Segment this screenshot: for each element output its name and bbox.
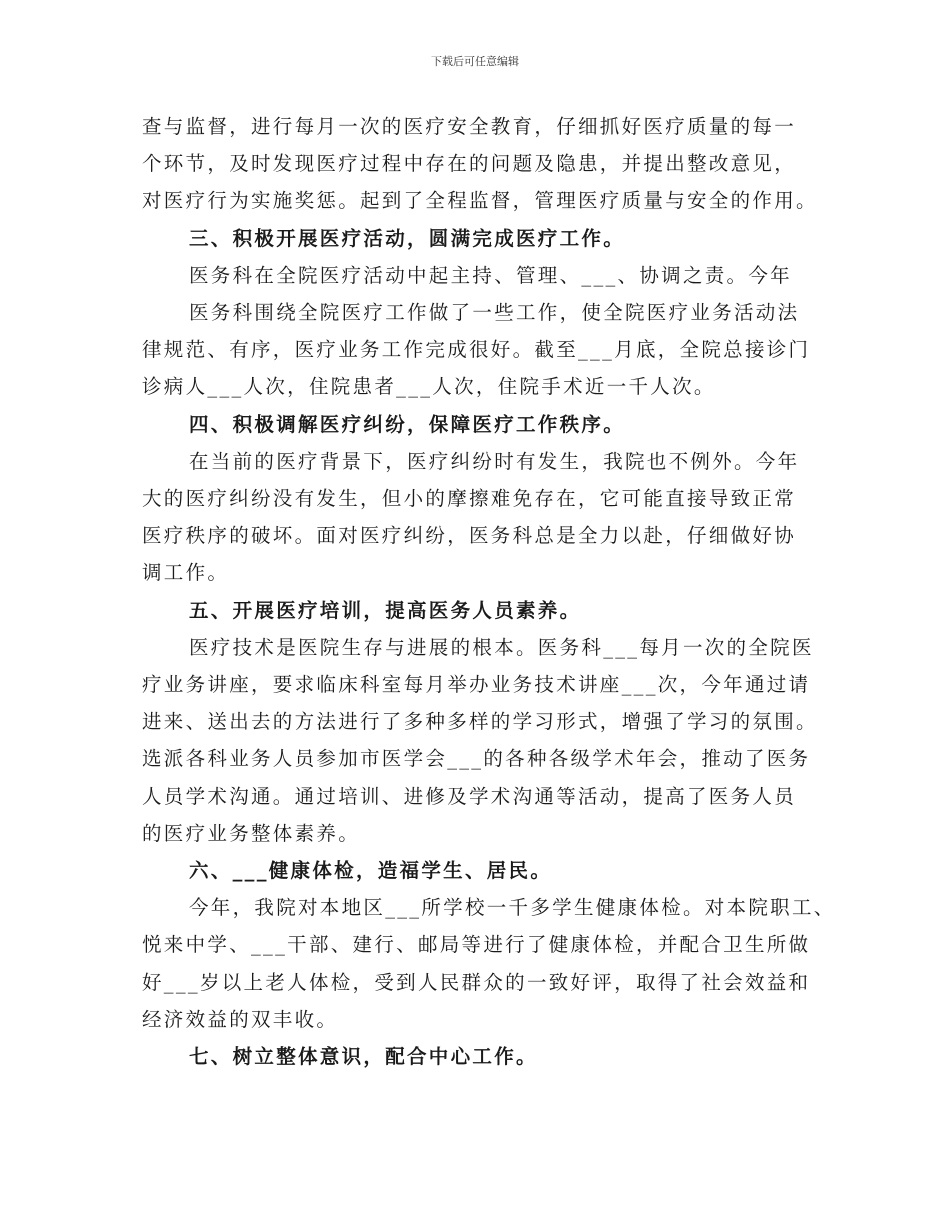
body-line: 疗业务讲座，要求临床科室每月举办业务技术讲座___次，今年通过请: [142, 673, 811, 697]
body-line: 医疗技术是医院生存与进展的根本。医务科___每月一次的全院医: [189, 635, 814, 659]
document-body: [142, 108, 836, 1075]
body-line: 在当前的医疗背景下，医疗纠纷时有发生，我院也不例外。今年: [189, 449, 800, 473]
body-line: 医务科在全院医疗活动中起主持、管理、___、协调之责。今年: [189, 263, 792, 287]
body-line: 好___岁以上老人体检，受到人民群众的一致好评，取得了社会效益和: [142, 970, 811, 994]
body-line: 悦来中学、___干部、建行、邮局等进行了健康体检，并配合卫生所做: [142, 933, 811, 957]
body-line: 经济效益的双丰收。: [142, 1007, 339, 1031]
body-line: 医务科围绕全院医疗工作做了一些工作，使全院医疗业务活动法: [189, 301, 800, 325]
body-line: 今年，我院对本地区___所学校一千多学生健康体检。对本院职工、: [189, 896, 836, 920]
body-line: 查与监督，进行每月一次的医疗安全教育，仔细抓好医疗质量的每一: [142, 115, 797, 138]
body-line: 对医疗行为实施奖惩。起到了全程监督，管理医疗质量与安全的作用。: [142, 189, 818, 213]
body-line: 人员学术沟通。通过培训、进修及学术沟通等活动，提高了医务人员: [142, 784, 797, 808]
section-heading-3: 三、积极开展医疗活动，圆满完成医疗工作。: [189, 226, 626, 250]
body-line: 选派各科业务人员参加市医学会___的各种各级学术年会，推动了医务: [142, 747, 811, 771]
page-header: 下载后可任意编辑: [431, 55, 519, 68]
body-line: 诊病人___人次，住院患者___人次，住院手术近一千人次。: [142, 375, 716, 399]
body-line: 的医疗业务整体素养。: [142, 821, 361, 845]
body-line: 律规范、有序，医疗业务工作完成很好。截至___月底，全院总接诊门: [142, 338, 811, 362]
section-heading-6: 六、___健康体检，造福学生、居民。: [189, 859, 553, 883]
section-heading-7: 七、树立整体意识，配合中心工作。: [189, 1045, 538, 1069]
body-line: 调工作。: [142, 561, 230, 585]
body-line: 进来、送出去的方法进行了多种多样的学习形式，增强了学习的氛围。: [142, 710, 818, 734]
body-line: 个环节，及时发现医疗过程中存在的问题及隐患，并提出整改意见，: [142, 152, 797, 176]
body-line: 大的医疗纠纷没有发生，但小的摩擦难免存在，它可能直接导致正常: [142, 487, 797, 511]
body-line: 医疗秩序的破坏。面对医疗纠纷，医务科总是全力以赴，仔细做好协: [142, 524, 797, 548]
section-heading-5: 五、开展医疗培训，提高医务人员素养。: [189, 598, 582, 622]
section-heading-4: 四、积极调解医疗纠纷，保障医疗工作秩序。: [189, 412, 626, 436]
